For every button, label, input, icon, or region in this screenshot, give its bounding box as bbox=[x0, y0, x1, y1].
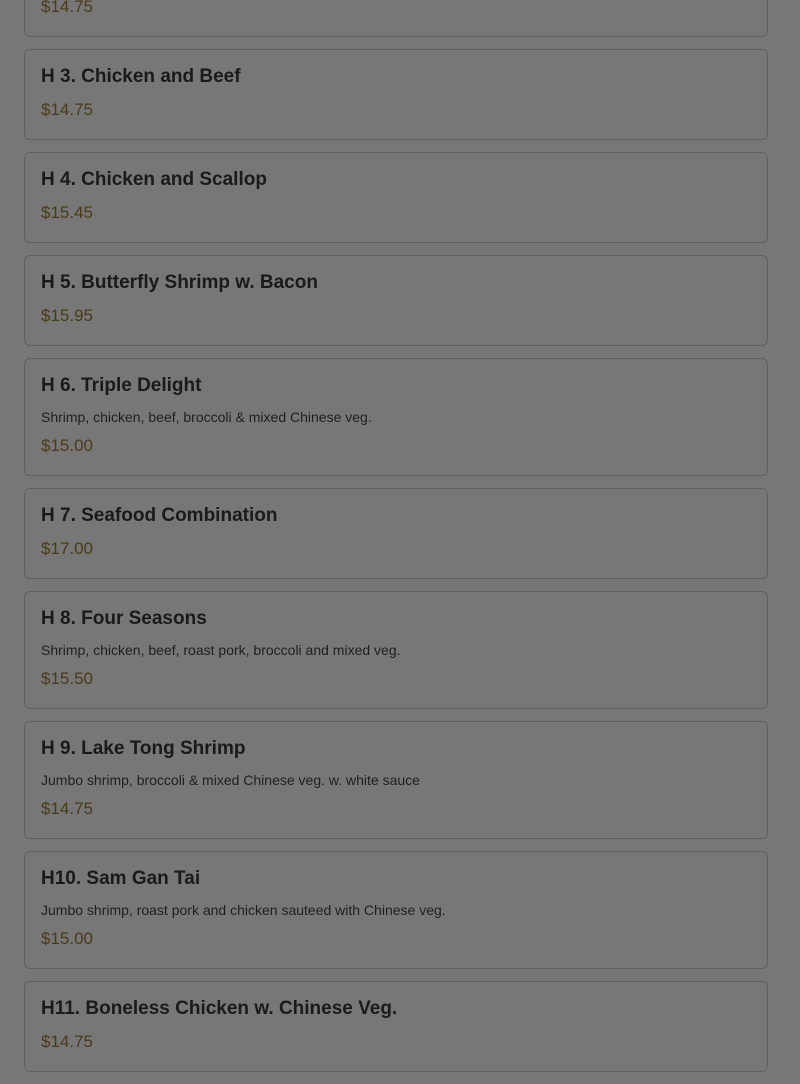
item-description: Jumbo shrimp, broccoli & mixed Chinese veg. w. white sauce bbox=[41, 772, 420, 788]
menu-item-h2[interactable] bbox=[24, 0, 768, 37]
item-description: Jumbo shrimp, roast pork and chicken sauteed with Chinese veg. bbox=[41, 902, 446, 918]
item-name: H 8. Four Seasons bbox=[41, 608, 207, 629]
item-name: H10. Sam Gan Tai bbox=[41, 868, 201, 889]
item-name: H11. Boneless Chicken w. Chinese Veg. bbox=[41, 998, 398, 1019]
item-name: H 7. Seafood Combination bbox=[41, 505, 278, 526]
item-price: $15.00 bbox=[41, 436, 93, 455]
item-description: Shrimp, chicken, beef, broccoli & mixed Chinese veg. bbox=[41, 409, 372, 425]
item-price: $15.50 bbox=[41, 669, 93, 688]
menu-item-h4[interactable] bbox=[24, 152, 768, 243]
item-price: $14.75 bbox=[41, 100, 93, 119]
menu-item-h6[interactable] bbox=[24, 358, 768, 476]
menu-item-h11[interactable] bbox=[24, 981, 768, 1072]
item-price: $15.45 bbox=[41, 203, 93, 222]
menu-item-h8[interactable] bbox=[24, 591, 768, 709]
item-price: $14.75 bbox=[41, 799, 93, 818]
item-name: H 4. Chicken and Scallop bbox=[41, 169, 267, 190]
menu-item-h7[interactable] bbox=[24, 488, 768, 579]
item-name: H 3. Chicken and Beef bbox=[41, 66, 241, 87]
menu-item-h3[interactable] bbox=[24, 49, 768, 140]
item-price: $14.75 bbox=[41, 0, 93, 16]
item-name: H 9. Lake Tong Shrimp bbox=[41, 738, 246, 759]
item-price: $14.75 bbox=[41, 1032, 93, 1051]
item-name: H 6. Triple Delight bbox=[41, 375, 202, 396]
item-name: H 5. Butterfly Shrimp w. Bacon bbox=[41, 272, 318, 293]
menu-item-h10[interactable] bbox=[24, 851, 768, 969]
item-description: Shrimp, chicken, beef, roast pork, broccoli and mixed veg. bbox=[41, 642, 401, 658]
item-price: $15.95 bbox=[41, 306, 93, 325]
item-price: $15.00 bbox=[41, 929, 93, 948]
menu-item-h5[interactable] bbox=[24, 255, 768, 346]
menu-item-h9[interactable] bbox=[24, 721, 768, 839]
item-price: $17.00 bbox=[41, 539, 93, 558]
menu-list bbox=[24, 0, 768, 1084]
